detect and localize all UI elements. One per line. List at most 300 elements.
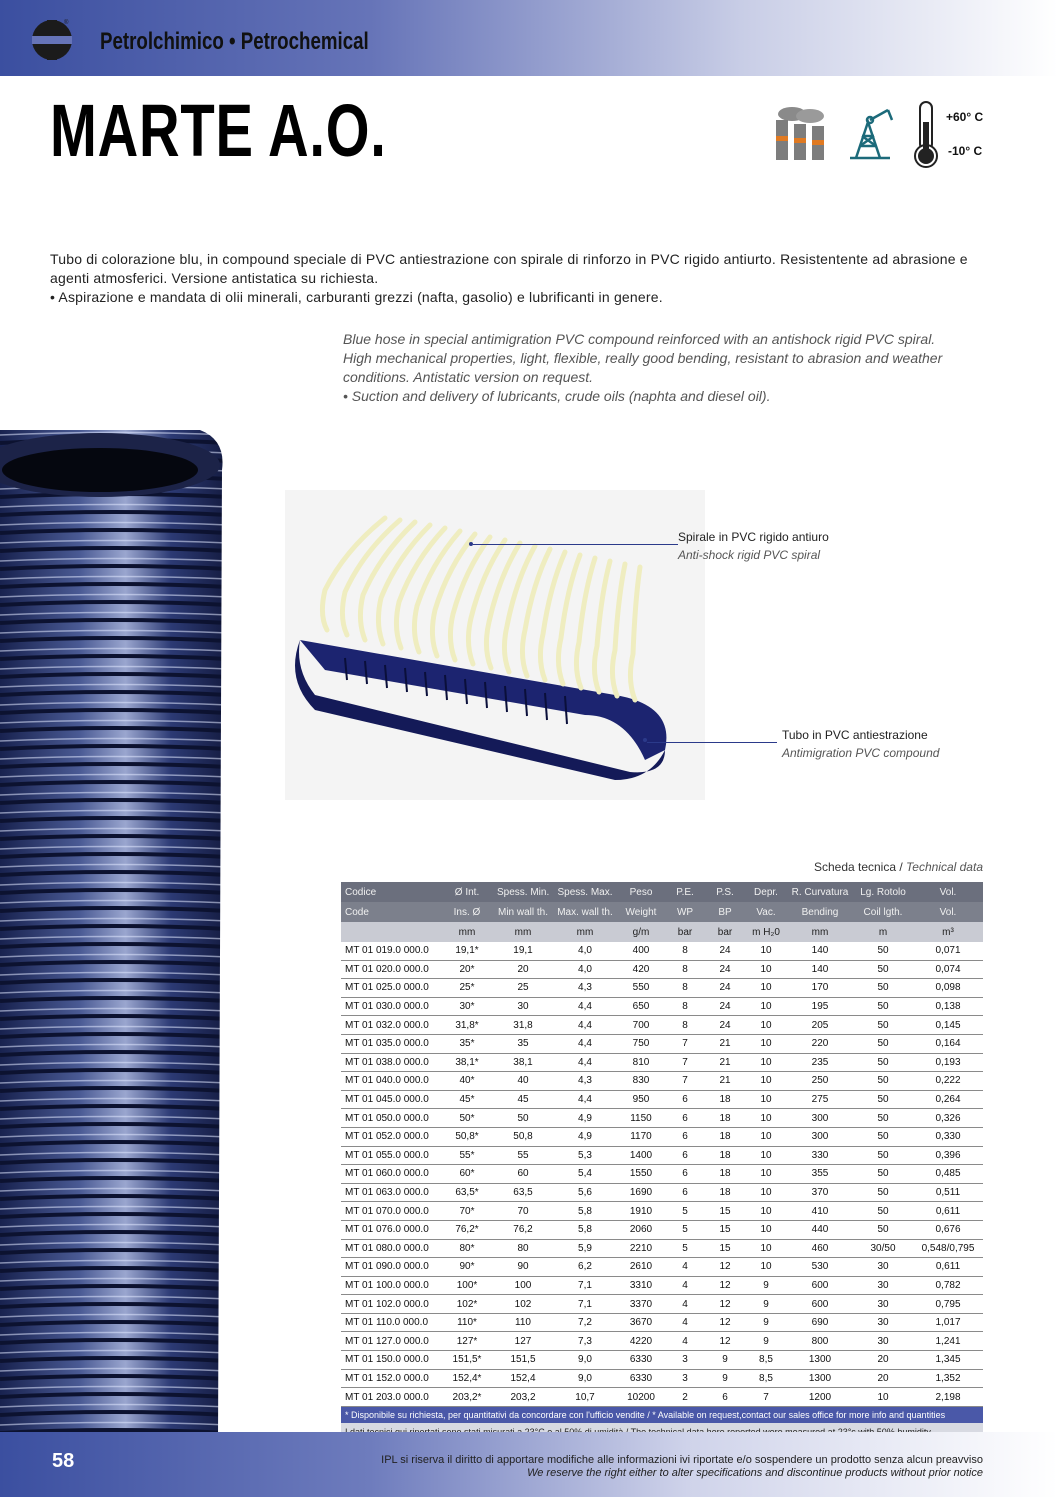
table-cell: 50 (853, 1016, 913, 1035)
footer-disclaimer (381, 1454, 983, 1480)
table-cell: 12 (705, 1295, 745, 1314)
product-code-cell: MT 01 040.0 000.0 (341, 1072, 441, 1091)
table-cell: 0,676 (913, 1220, 983, 1239)
table-row (341, 1258, 983, 1277)
product-code-cell: MT 01 127.0 000.0 (341, 1332, 441, 1351)
product-code-cell: MT 01 032.0 000.0 (341, 1016, 441, 1035)
table-cell: 8,5 (745, 1369, 787, 1388)
hose-photo (0, 430, 228, 1440)
table-cell: 7 (665, 1072, 705, 1091)
spiral-callout-line (473, 544, 678, 545)
table-cell: 140 (787, 942, 853, 960)
availability-note: * Disponibile su richiesta, per quantitativi da concordare con l'ufficio vendite / * Available on request,contact our sales office for more info and quantities (341, 1406, 983, 1423)
table-cell: 6 (665, 1090, 705, 1109)
table-cell: 20 (493, 960, 553, 979)
table-cell: 800 (787, 1332, 853, 1351)
table-cell: 9 (705, 1369, 745, 1388)
table-cell: 140 (787, 960, 853, 979)
table-cell: 100* (441, 1276, 493, 1295)
table-row (341, 1351, 983, 1370)
table-row (341, 960, 983, 979)
product-code-cell: MT 01 102.0 000.0 (341, 1295, 441, 1314)
product-code-cell: MT 01 090.0 000.0 (341, 1258, 441, 1277)
table-row (341, 1202, 983, 1221)
product-code-cell: MT 01 110.0 000.0 (341, 1313, 441, 1332)
table-cell: 4,0 (553, 942, 617, 960)
table-row (341, 1109, 983, 1128)
table-cell: 6 (665, 1165, 705, 1184)
description-en-line2: High mechanical properties, light, flexible, really good bending, resistant to abrasion and weather conditions. Antistatic version on request. (343, 350, 943, 385)
table-cell: 50 (853, 942, 913, 960)
table-cell: 50 (853, 1165, 913, 1184)
table-cell: 4,0 (553, 960, 617, 979)
table-cell: 15 (705, 1239, 745, 1258)
header-cell: Coil lgth. (853, 902, 913, 922)
table-cell: 203,2 (493, 1388, 553, 1407)
table-cell: 195 (787, 997, 853, 1016)
table-cell: 50 (853, 1109, 913, 1128)
table-cell: 400 (617, 942, 665, 960)
table-cell: 5,8 (553, 1220, 617, 1239)
table-cell: 0,326 (913, 1109, 983, 1128)
table-cell: 127 (493, 1332, 553, 1351)
tube-label-en: Antimigration PVC compound (782, 746, 940, 760)
header-cell: Code (341, 902, 441, 922)
header-cell: m³ (913, 922, 983, 942)
table-cell: 0,145 (913, 1016, 983, 1035)
table-cell: 55* (441, 1146, 493, 1165)
table-cell: 40* (441, 1072, 493, 1091)
product-code-cell: MT 01 063.0 000.0 (341, 1183, 441, 1202)
description-en-line1: Blue hose in special antimigration PVC compound reinforced with an antishock rigid PVC spiral. (343, 331, 936, 347)
table-cell: 7,3 (553, 1332, 617, 1351)
table-cell: 9,0 (553, 1351, 617, 1370)
table-cell: 10,7 (553, 1388, 617, 1407)
table-cell: 40 (493, 1072, 553, 1091)
table-header-units (341, 922, 983, 942)
table-row (341, 1295, 983, 1314)
table-cell: 19,1 (493, 942, 553, 960)
table-cell: 31,8* (441, 1016, 493, 1035)
header-cell: P.S. (705, 882, 745, 902)
section-title: Petrolchimico • Petrochemical (100, 28, 369, 55)
disclaimer-en: We reserve the right either to alter specifications and discontinue products without prior notice (527, 1467, 983, 1479)
table-cell: 1910 (617, 1202, 665, 1221)
table-cell: 24 (705, 960, 745, 979)
table-cell: 80 (493, 1239, 553, 1258)
table-cell: 9 (745, 1332, 787, 1351)
table-cell: 18 (705, 1127, 745, 1146)
description-it-usage: • Aspirazione e mandata di olii minerali, carburanti grezzi (nafta, gasolio) e lubrificanti in genere. (50, 289, 663, 305)
table-cell: 220 (787, 1034, 853, 1053)
header-cell: g/m (617, 922, 665, 942)
table-cell: 7,1 (553, 1276, 617, 1295)
table-cell: 5,6 (553, 1183, 617, 1202)
table-cell: 102 (493, 1295, 553, 1314)
table-cell: 50 (493, 1109, 553, 1128)
table-cell: 8 (665, 1016, 705, 1035)
table-cell: 20* (441, 960, 493, 979)
table-row (341, 1034, 983, 1053)
header-cell (341, 922, 441, 942)
table-cell: 4,4 (553, 997, 617, 1016)
caption-it: Scheda tecnica / (813, 860, 903, 874)
table-cell: 4,3 (553, 1072, 617, 1091)
table-row (341, 1220, 983, 1239)
table-cell: 50,8* (441, 1127, 493, 1146)
table-cell: 530 (787, 1258, 853, 1277)
oil-derrick-icon (846, 106, 894, 160)
table-cell: 0,330 (913, 1127, 983, 1146)
table-cell: 5 (665, 1220, 705, 1239)
table-cell: 50 (853, 1034, 913, 1053)
header-cell: Spess. Min. (493, 882, 553, 902)
table-cell: 7 (665, 1053, 705, 1072)
header-cell: Weight (617, 902, 665, 922)
table-cell: 1400 (617, 1146, 665, 1165)
table-cell: 50 (853, 979, 913, 998)
table-cell: 6 (665, 1109, 705, 1128)
table-cell: 10 (745, 979, 787, 998)
product-code-cell: MT 01 055.0 000.0 (341, 1146, 441, 1165)
table-cell: 370 (787, 1183, 853, 1202)
header-cell: Lg. Rotolo (853, 882, 913, 902)
table-cell: 650 (617, 997, 665, 1016)
hose-cross-section-illustration (285, 490, 705, 800)
table-cell: 10 (745, 1072, 787, 1091)
table-row (341, 1332, 983, 1351)
table-cell: 19,1* (441, 942, 493, 960)
table-cell: 1150 (617, 1109, 665, 1128)
table-cell: 70* (441, 1202, 493, 1221)
table-cell: 8 (665, 960, 705, 979)
table-cell: 151,5 (493, 1351, 553, 1370)
table-row (341, 1239, 983, 1258)
table-cell: 35 (493, 1034, 553, 1053)
table-cell: 30* (441, 997, 493, 1016)
table-cell: 20 (853, 1351, 913, 1370)
table-cell: 110* (441, 1313, 493, 1332)
table-cell: 830 (617, 1072, 665, 1091)
table-cell: 6 (665, 1146, 705, 1165)
table-cell: 300 (787, 1127, 853, 1146)
table-row (341, 1016, 983, 1035)
table-cell: 76,2* (441, 1220, 493, 1239)
table-cell: 355 (787, 1165, 853, 1184)
table-cell: 12 (705, 1313, 745, 1332)
table-cell: 950 (617, 1090, 665, 1109)
table-cell: 10 (745, 1202, 787, 1221)
table-cell: 6,2 (553, 1258, 617, 1277)
table-cell: 38,1* (441, 1053, 493, 1072)
table-cell: 8 (665, 942, 705, 960)
table-cell: 10 (745, 1220, 787, 1239)
table-cell: 60 (493, 1165, 553, 1184)
header-cell: Bending (787, 902, 853, 922)
table-cell: 10200 (617, 1388, 665, 1407)
table-cell: 35* (441, 1034, 493, 1053)
table-cell: 3310 (617, 1276, 665, 1295)
table-cell: 10 (745, 1183, 787, 1202)
table-cell: 8 (665, 997, 705, 1016)
table-cell: 3670 (617, 1313, 665, 1332)
table-cell: 1300 (787, 1351, 853, 1370)
table-cell: 10 (745, 1165, 787, 1184)
table-cell: 70 (493, 1202, 553, 1221)
table-cell: 100 (493, 1276, 553, 1295)
table-cell: 50 (853, 1090, 913, 1109)
spiral-label-it: Spirale in PVC rigido antiuro (678, 530, 829, 544)
table-cell: 5,9 (553, 1239, 617, 1258)
header-cell: P.E. (665, 882, 705, 902)
table-cell: 7 (745, 1388, 787, 1407)
table-cell: 1,345 (913, 1351, 983, 1370)
table-cell: 9 (745, 1295, 787, 1314)
table-cell: 63,5 (493, 1183, 553, 1202)
table-cell: 1,017 (913, 1313, 983, 1332)
table-cell: 50 (853, 1146, 913, 1165)
table-cell: 6 (705, 1388, 745, 1407)
table-cell: 18 (705, 1146, 745, 1165)
header-cell: Vac. (745, 902, 787, 922)
table-cell: 8,5 (745, 1351, 787, 1370)
table-cell: 410 (787, 1202, 853, 1221)
table-cell: 152,4* (441, 1369, 493, 1388)
table-cell: 10 (745, 1239, 787, 1258)
table-cell: 0,071 (913, 942, 983, 960)
temperature-min: -10° C (948, 144, 983, 158)
header-cell: mm (493, 922, 553, 942)
table-cell: 10 (745, 960, 787, 979)
product-code-cell: MT 01 052.0 000.0 (341, 1127, 441, 1146)
header-cell: Codice (341, 882, 441, 902)
table-cell: 0,611 (913, 1258, 983, 1277)
table-cell: 4 (665, 1258, 705, 1277)
table-cell: 5,4 (553, 1165, 617, 1184)
header-cell: Spess. Max. (553, 882, 617, 902)
table-cell: 12 (705, 1332, 745, 1351)
disclaimer-it: IPL si riserva il diritto di apportare modifiche alle informazioni ivi riportate e/o sospendere un prodotto senza alcun preavviso (381, 1454, 983, 1466)
table-cell: 0,782 (913, 1276, 983, 1295)
product-code-cell: MT 01 035.0 000.0 (341, 1034, 441, 1053)
table-header-italian (341, 882, 983, 902)
table-cell: 550 (617, 979, 665, 998)
table-cell: 24 (705, 979, 745, 998)
table-row (341, 1072, 983, 1091)
table-cell: 1,352 (913, 1369, 983, 1388)
table-cell: 30 (853, 1258, 913, 1277)
table-cell: 50 (853, 1183, 913, 1202)
table-row (341, 1313, 983, 1332)
table-cell: 127* (441, 1332, 493, 1351)
header-cell: m (853, 922, 913, 942)
caption-en: Technical data (906, 860, 983, 874)
table-cell: 10 (745, 1146, 787, 1165)
technical-data-table (341, 882, 983, 1441)
table-cell: 18 (705, 1090, 745, 1109)
table-cell: 18 (705, 1183, 745, 1202)
table-cell: 275 (787, 1090, 853, 1109)
table-cell: 9 (705, 1351, 745, 1370)
refinery-icon (770, 104, 830, 160)
table-cell: 810 (617, 1053, 665, 1072)
table-cell: 440 (787, 1220, 853, 1239)
table-cell: 50 (853, 1072, 913, 1091)
table-cell: 1200 (787, 1388, 853, 1407)
table-cell: 55 (493, 1146, 553, 1165)
table-cell: 31,8 (493, 1016, 553, 1035)
table-cell: 152,4 (493, 1369, 553, 1388)
table-cell: 2210 (617, 1239, 665, 1258)
header-cell: Min wall th. (493, 902, 553, 922)
table-cell: 60* (441, 1165, 493, 1184)
table-cell: 18 (705, 1109, 745, 1128)
table-cell: 50 (853, 1053, 913, 1072)
table-row (341, 1276, 983, 1295)
table-cell: 2,198 (913, 1388, 983, 1407)
table-cell: 110 (493, 1313, 553, 1332)
table-cell: 4,9 (553, 1127, 617, 1146)
table-cell: 151,5* (441, 1351, 493, 1370)
table-cell: 25* (441, 979, 493, 998)
table-cell: 0,138 (913, 997, 983, 1016)
product-code-cell: MT 01 152.0 000.0 (341, 1369, 441, 1388)
table-cell: 30 (493, 997, 553, 1016)
table-cell: 10 (745, 1109, 787, 1128)
table-row (341, 997, 983, 1016)
header-cell: BP (705, 902, 745, 922)
table-cell: 90* (441, 1258, 493, 1277)
tube-label-it: Tubo in PVC antiestrazione (782, 728, 928, 742)
table-cell: 10 (745, 1016, 787, 1035)
table-cell: 18 (705, 1165, 745, 1184)
description-it-paragraph: Tubo di colorazione blu, in compound speciale di PVC antiestrazione con spirale di rinforzo in PVC rigido antiurto. Resistentente ad abrasione e agenti atmosferici. Versione antistatica su richiesta. (50, 251, 968, 286)
table-cell: 25 (493, 979, 553, 998)
table-cell: 1550 (617, 1165, 665, 1184)
table-cell: 50 (853, 960, 913, 979)
product-title: MARTE A.O. (50, 89, 387, 172)
table-cell: 4 (665, 1313, 705, 1332)
table-cell: 30 (853, 1295, 913, 1314)
table-cell: 76,2 (493, 1220, 553, 1239)
table-cell: 10 (745, 1127, 787, 1146)
table-cell: 0,074 (913, 960, 983, 979)
table-cell: 600 (787, 1276, 853, 1295)
table-cell: 600 (787, 1295, 853, 1314)
table-cell: 300 (787, 1109, 853, 1128)
product-code-cell: MT 01 019.0 000.0 (341, 942, 441, 960)
table-cell: 10 (745, 1034, 787, 1053)
table-cell: 205 (787, 1016, 853, 1035)
table-cell: 1170 (617, 1127, 665, 1146)
table-cell: 38,1 (493, 1053, 553, 1072)
table-cell: 5 (665, 1202, 705, 1221)
table-cell: 10 (745, 997, 787, 1016)
table-cell: 5,8 (553, 1202, 617, 1221)
table-cell: 21 (705, 1072, 745, 1091)
table-cell: 50 (853, 997, 913, 1016)
header-cell: Depr. (745, 882, 787, 902)
table-cell: 700 (617, 1016, 665, 1035)
table-cell: 9 (745, 1276, 787, 1295)
table-cell: 24 (705, 942, 745, 960)
table-cell: 0,222 (913, 1072, 983, 1091)
table-cell: 0,098 (913, 979, 983, 998)
table-cell: 4,4 (553, 1090, 617, 1109)
header-cell: mm (787, 922, 853, 942)
header-cell: Max. wall th. (553, 902, 617, 922)
table-row (341, 1053, 983, 1072)
table-cell: 6 (665, 1127, 705, 1146)
table-cell: 10 (853, 1388, 913, 1407)
table-cell: 3370 (617, 1295, 665, 1314)
table-cell: 6 (665, 1183, 705, 1202)
table-cell: 0,485 (913, 1165, 983, 1184)
table-cell: 4,4 (553, 1053, 617, 1072)
temperature-max: +60° C (946, 110, 984, 124)
table-cell: 50* (441, 1109, 493, 1128)
table-cell: 2060 (617, 1220, 665, 1239)
table-cell: 203,2* (441, 1388, 493, 1407)
table-cell: 90 (493, 1258, 553, 1277)
table-cell: 30 (853, 1313, 913, 1332)
table-cell: 8 (665, 979, 705, 998)
table-row (341, 979, 983, 998)
application-icons (770, 100, 990, 170)
table-cell: 7,2 (553, 1313, 617, 1332)
table-cell: 10 (745, 1090, 787, 1109)
table-row (341, 1388, 983, 1407)
description-en-usage: • Suction and delivery of lubricants, crude oils (naphta and diesel oil). (343, 388, 771, 404)
product-code-cell: MT 01 203.0 000.0 (341, 1388, 441, 1407)
table-row (341, 942, 983, 960)
table-cell: 4 (665, 1276, 705, 1295)
table-cell: 24 (705, 997, 745, 1016)
table-cell: 63,5* (441, 1183, 493, 1202)
product-code-cell: MT 01 038.0 000.0 (341, 1053, 441, 1072)
table-cell: 30 (853, 1332, 913, 1351)
table-cell: 0,264 (913, 1090, 983, 1109)
page-number: 58 (52, 1450, 75, 1472)
table-row (341, 1146, 983, 1165)
product-code-cell: MT 01 080.0 000.0 (341, 1239, 441, 1258)
table-cell: 0,511 (913, 1183, 983, 1202)
table-cell: 10 (745, 1258, 787, 1277)
table-cell: 170 (787, 979, 853, 998)
table-cell: 30/50 (853, 1239, 913, 1258)
table-row (341, 1090, 983, 1109)
header-cell: Ø Int. (441, 882, 493, 902)
table-header-english (341, 902, 983, 922)
tube-callout-line (647, 742, 777, 743)
table-cell: 45 (493, 1090, 553, 1109)
table-cell: 4,4 (553, 1034, 617, 1053)
table-cell: 2 (665, 1388, 705, 1407)
description-english (343, 330, 983, 406)
product-code-cell: MT 01 030.0 000.0 (341, 997, 441, 1016)
table-cell: 460 (787, 1239, 853, 1258)
table-row (341, 1369, 983, 1388)
table-cell: 10 (745, 1053, 787, 1072)
thermometer-icon (910, 100, 942, 170)
table-cell: 50 (853, 1220, 913, 1239)
svg-text:®: ® (64, 20, 69, 26)
table-row (341, 1165, 983, 1184)
technical-data-caption (760, 860, 983, 874)
header-cell: Vol. (913, 902, 983, 922)
table-cell: 24 (705, 1016, 745, 1035)
table-cell: 750 (617, 1034, 665, 1053)
